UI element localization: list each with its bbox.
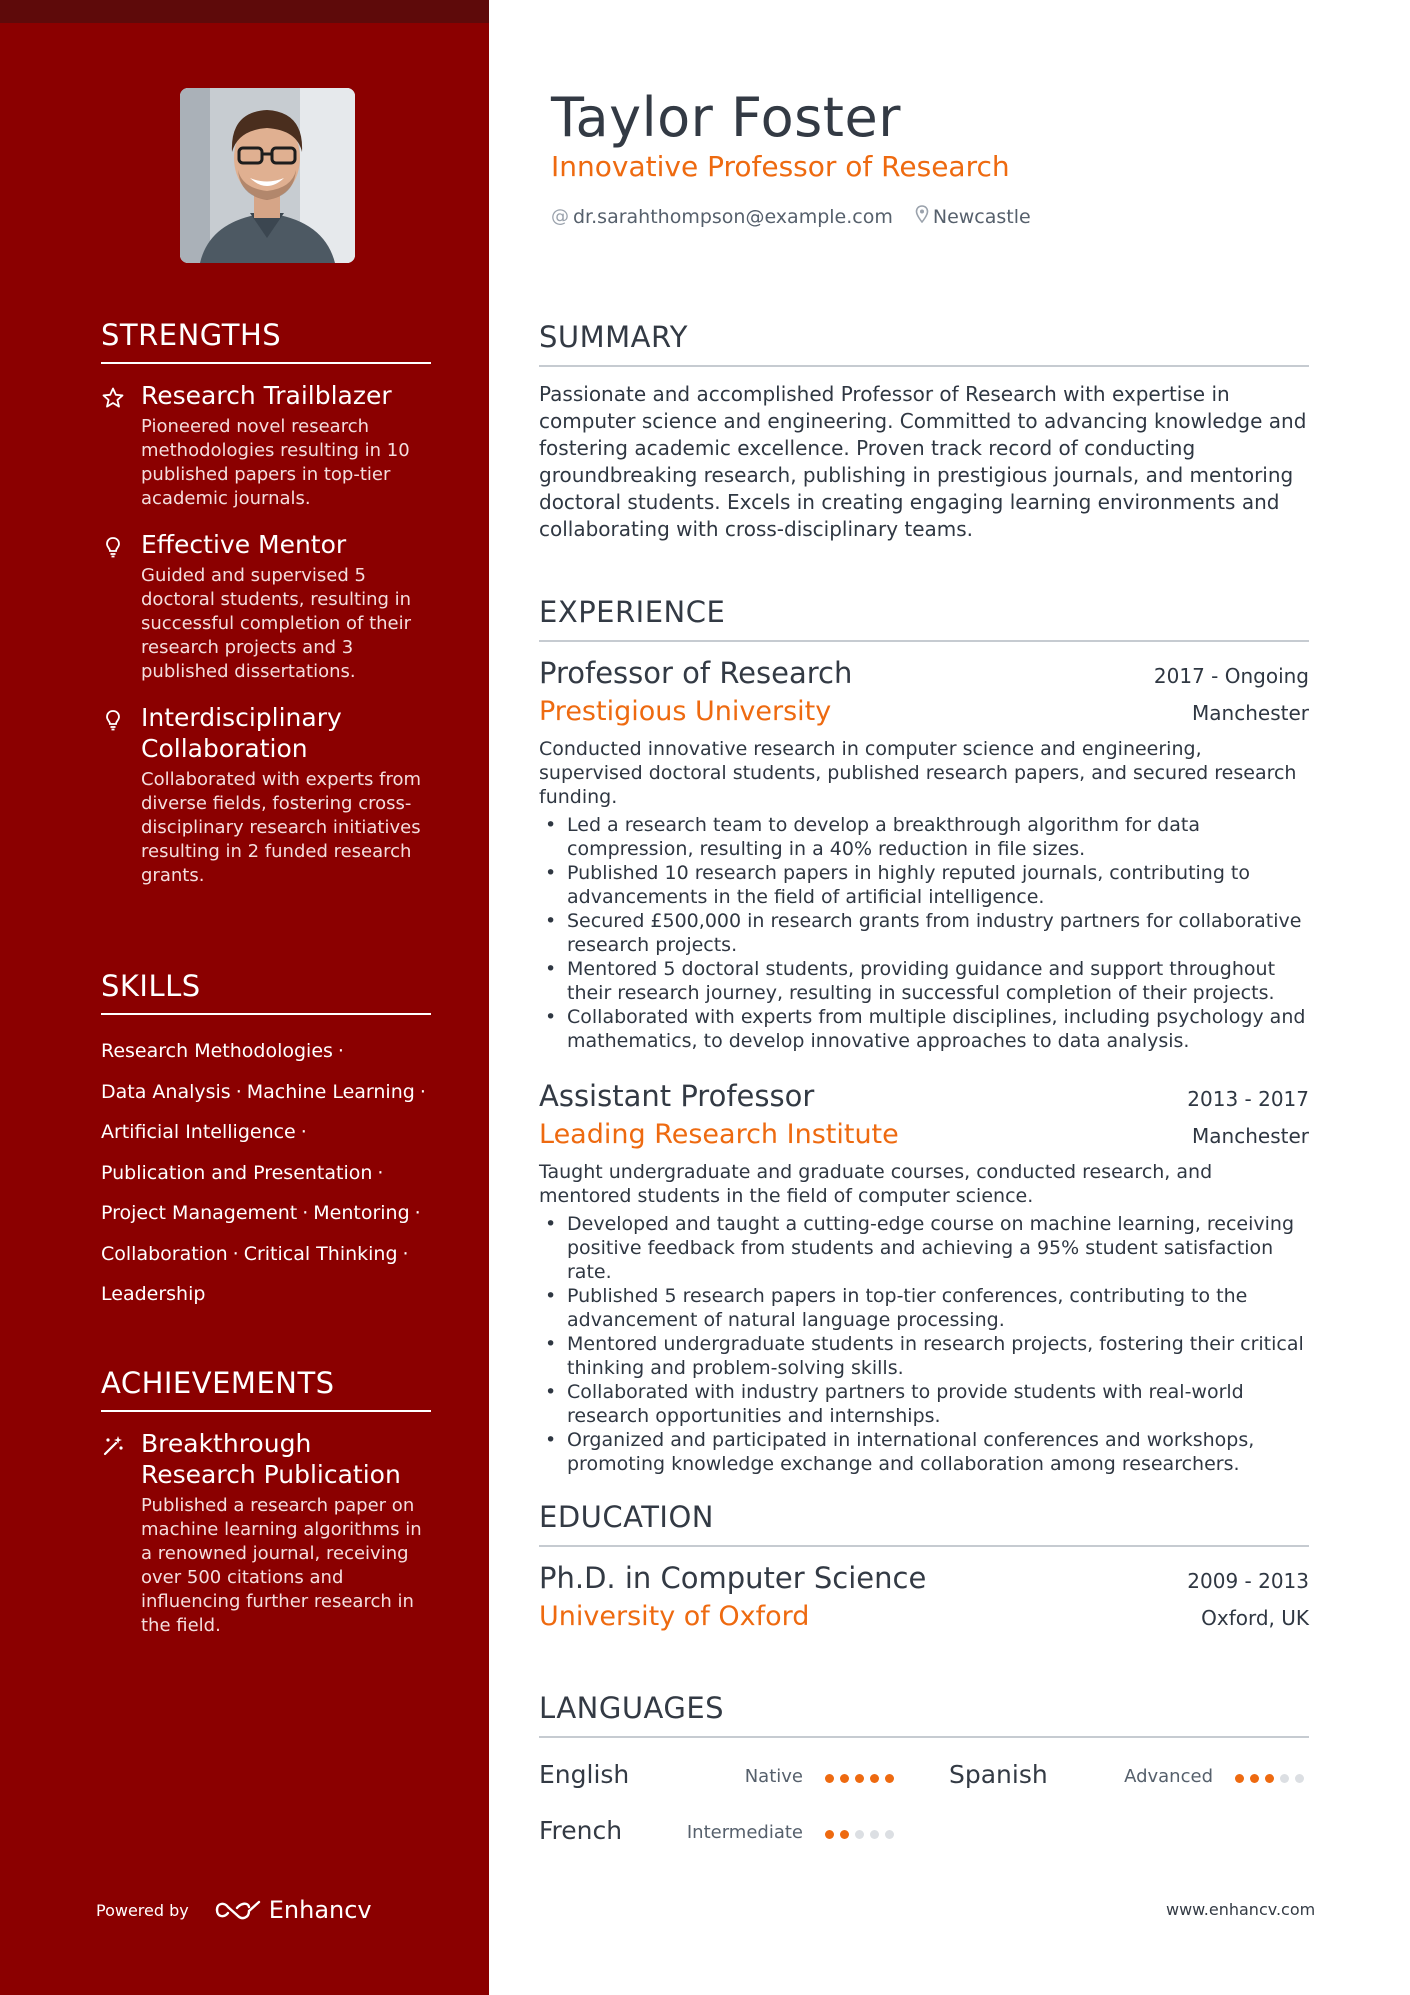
rating-dot bbox=[1250, 1774, 1259, 1783]
strength-title: Research Trailblazer bbox=[141, 381, 392, 410]
strengths-section bbox=[101, 318, 431, 906]
strength-description: Collaborated with experts from diverse fields, fostering cross-disciplinary research initiatives resulting in 2 funded research grants. bbox=[141, 769, 422, 886]
summary-text: Passionate and accomplished Professor of Research with expertise in computer science and engineering. Committed to advancing knowledge and fostering academic excellence. Proven track record of conducting groundbreaking research, publishing in prestigious journals, and mentoring doctoral students. Excels in creating engaging learning environments and collaborating with cross-disciplinary teams. bbox=[539, 382, 1307, 541]
rating-dot bbox=[825, 1830, 834, 1839]
skills-list bbox=[101, 1031, 431, 1315]
lightbulb-icon bbox=[101, 702, 141, 888]
lightbulb-icon bbox=[101, 529, 141, 684]
contact-info bbox=[551, 205, 1053, 228]
bullet-item: • Organized and participated in international conferences and workshops, promoting knowledge exchange and collaboration among researchers. bbox=[539, 1428, 1309, 1476]
skill-item: Data Analysis bbox=[101, 1080, 231, 1103]
education-section bbox=[539, 1500, 1309, 1632]
rating-dot bbox=[885, 1774, 894, 1783]
skill-separator: · bbox=[300, 1121, 307, 1143]
bullet-item: • Secured £500,000 in research grants from industry partners for collaborative research projects. bbox=[539, 909, 1309, 957]
strength-description: Pioneered novel research methodologies resulting in 10 published papers in top-tier academic journals. bbox=[141, 416, 410, 509]
achievement-item bbox=[101, 1428, 431, 1638]
skill-item: Publication and Presentation bbox=[101, 1161, 373, 1184]
education-dates: 2009 - 2013 bbox=[1187, 1569, 1309, 1593]
skill-item: Artificial Intelligence bbox=[101, 1121, 296, 1143]
rating-dot bbox=[855, 1830, 864, 1839]
location-contact bbox=[915, 205, 1031, 228]
language-rating bbox=[825, 1830, 900, 1839]
bullet-item: • Developed and taught a cutting-edge course on machine learning, receiving positive feedback from students and achieving a 95% student satisfaction rate. bbox=[539, 1212, 1309, 1284]
job-location: Manchester bbox=[1192, 701, 1309, 725]
rating-dot bbox=[1265, 1774, 1274, 1783]
powered-by-label: Powered by bbox=[96, 1900, 189, 1920]
job-location: Manchester bbox=[1192, 1124, 1309, 1148]
skill-item: Critical Thinking bbox=[243, 1242, 398, 1265]
rating-dot bbox=[1295, 1774, 1304, 1783]
enhancv-logo[interactable] bbox=[215, 1896, 372, 1924]
education-heading: EDUCATION bbox=[539, 1500, 1309, 1547]
job-dates: 2013 - 2017 bbox=[1187, 1087, 1309, 1111]
powered-by bbox=[96, 1896, 372, 1924]
experience-entry bbox=[539, 656, 1309, 1053]
sidebar-top-strip bbox=[0, 0, 489, 23]
job-organization: Leading Research Institute bbox=[539, 1119, 899, 1150]
wand-icon bbox=[101, 1428, 141, 1638]
rating-dot bbox=[870, 1830, 879, 1839]
skills-line bbox=[101, 1234, 431, 1275]
skills-line bbox=[101, 1153, 431, 1194]
achievement-title: Breakthrough Research Publication bbox=[141, 1429, 401, 1489]
language-rating bbox=[1235, 1774, 1310, 1783]
rating-dot bbox=[1235, 1774, 1244, 1783]
skills-heading: SKILLS bbox=[101, 969, 431, 1015]
skill-separator: · bbox=[414, 1202, 421, 1224]
experience-heading: EXPERIENCE bbox=[539, 595, 1309, 642]
strength-description: Guided and supervised 5 doctoral students, resulting in successful completion of their research projects and 3 published dissertations. bbox=[141, 565, 412, 682]
sidebar bbox=[0, 0, 489, 1995]
skill-item: Collaboration bbox=[101, 1242, 228, 1265]
job-title: Assistant Professor bbox=[539, 1079, 815, 1113]
rating-dot bbox=[885, 1830, 894, 1839]
achievements-section bbox=[101, 1366, 431, 1656]
rating-dot bbox=[870, 1774, 879, 1783]
bullet-item: • Mentored undergraduate students in research projects, fostering their critical thinking and problem-solving skills. bbox=[539, 1332, 1309, 1380]
candidate-name: Taylor Foster bbox=[551, 86, 901, 149]
bullet-item: • Collaborated with industry partners to provide students with real-world research opportunities and internships. bbox=[539, 1380, 1309, 1428]
language-level: Native bbox=[744, 1766, 803, 1787]
education-location: Oxford, UK bbox=[1201, 1606, 1309, 1630]
bullet-item: • Published 5 research papers in top-tier conferences, contributing to the advancement of natural language processing. bbox=[539, 1284, 1309, 1332]
job-description: Conducted innovative research in computer science and engineering, supervised doctoral students, published research papers, and secured research funding. bbox=[539, 738, 1297, 808]
brand-name: Enhancv bbox=[268, 1896, 372, 1924]
at-icon: @ bbox=[551, 206, 569, 227]
skill-separator: · bbox=[235, 1080, 242, 1103]
rating-dot bbox=[840, 1830, 849, 1839]
language-name: French bbox=[539, 1816, 623, 1845]
star-icon bbox=[101, 380, 141, 511]
skill-separator: · bbox=[337, 1040, 344, 1062]
job-description: Taught undergraduate and graduate courses, conducted research, and mentored students in the field of computer science. bbox=[539, 1161, 1213, 1207]
strength-item bbox=[101, 529, 431, 684]
job-organization: Prestigious University bbox=[539, 696, 832, 727]
skills-line bbox=[101, 1031, 431, 1072]
bullet-item: • Collaborated with experts from multiple disciplines, including psychology and mathematics, to develop innovative approaches to data analysis. bbox=[539, 1005, 1309, 1053]
summary-section bbox=[539, 320, 1309, 543]
job-dates: 2017 - Ongoing bbox=[1153, 664, 1309, 688]
language-rating bbox=[825, 1774, 900, 1783]
bullet-item: • Led a research team to develop a breakthrough algorithm for data compression, resulting in a 40% reduction in file sizes. bbox=[539, 813, 1309, 861]
languages-grid bbox=[539, 1752, 1309, 1872]
skill-item: Research Methodologies bbox=[101, 1040, 333, 1062]
experience-section bbox=[539, 595, 1309, 1502]
skill-separator: · bbox=[232, 1242, 239, 1265]
skill-item: Project Management bbox=[101, 1202, 298, 1224]
languages-section bbox=[539, 1691, 1309, 1872]
degree: Ph.D. in Computer Science bbox=[539, 1561, 927, 1595]
rating-dot bbox=[825, 1774, 834, 1783]
rating-dot bbox=[1280, 1774, 1289, 1783]
skills-section bbox=[101, 969, 431, 1315]
location-text: Newcastle bbox=[932, 205, 1031, 228]
candidate-title: Innovative Professor of Research bbox=[551, 150, 1010, 183]
experience-entry bbox=[539, 1079, 1309, 1476]
footer-url[interactable]: www.enhancv.com bbox=[1166, 1900, 1316, 1919]
skills-line bbox=[101, 1112, 431, 1153]
strength-item bbox=[101, 380, 431, 511]
summary-heading: SUMMARY bbox=[539, 320, 1309, 367]
strength-item bbox=[101, 702, 431, 888]
skill-item: Mentoring bbox=[313, 1202, 410, 1224]
job-bullets bbox=[539, 813, 1309, 1053]
location-pin-icon bbox=[915, 205, 929, 228]
language-name: English bbox=[539, 1760, 630, 1789]
school: University of Oxford bbox=[539, 1601, 810, 1632]
language-level: Advanced bbox=[1124, 1766, 1213, 1787]
rating-dot bbox=[840, 1774, 849, 1783]
enhancv-logo-icon bbox=[215, 1899, 261, 1921]
job-title: Professor of Research bbox=[539, 656, 853, 690]
skill-separator: · bbox=[302, 1202, 309, 1224]
language-name: Spanish bbox=[949, 1760, 1048, 1789]
skills-line bbox=[101, 1193, 431, 1234]
achievement-description: Published a research paper on machine learning algorithms in a renowned journal, receiving over 500 citations and influencing further research in the field. bbox=[141, 1495, 422, 1636]
achievements-heading: ACHIEVEMENTS bbox=[101, 1366, 431, 1412]
skill-separator: · bbox=[377, 1161, 384, 1184]
languages-heading: LANGUAGES bbox=[539, 1691, 1309, 1738]
strength-title: Effective Mentor bbox=[141, 530, 347, 559]
strength-title: Interdisciplinary Collaboration bbox=[141, 703, 342, 763]
bullet-item: • Published 10 research papers in highly reputed journals, contributing to advancements in the field of artificial intelligence. bbox=[539, 861, 1309, 909]
job-bullets bbox=[539, 1212, 1309, 1476]
email-text: dr.sarahthompson@example.com bbox=[573, 205, 893, 228]
skill-item: Leadership bbox=[101, 1283, 206, 1305]
skill-item: Machine Learning bbox=[246, 1080, 415, 1103]
email-contact[interactable] bbox=[551, 206, 893, 228]
strengths-heading: STRENGTHS bbox=[101, 318, 431, 364]
skill-separator: · bbox=[402, 1242, 409, 1265]
skill-separator: · bbox=[419, 1080, 426, 1103]
skills-line bbox=[101, 1274, 431, 1315]
bullet-item: • Mentored 5 doctoral students, providing guidance and support throughout their research journey, resulting in successful completion of their projects. bbox=[539, 957, 1309, 1005]
language-level: Intermediate bbox=[686, 1822, 803, 1843]
rating-dot bbox=[855, 1774, 864, 1783]
profile-photo bbox=[180, 88, 355, 263]
skills-line bbox=[101, 1072, 431, 1113]
